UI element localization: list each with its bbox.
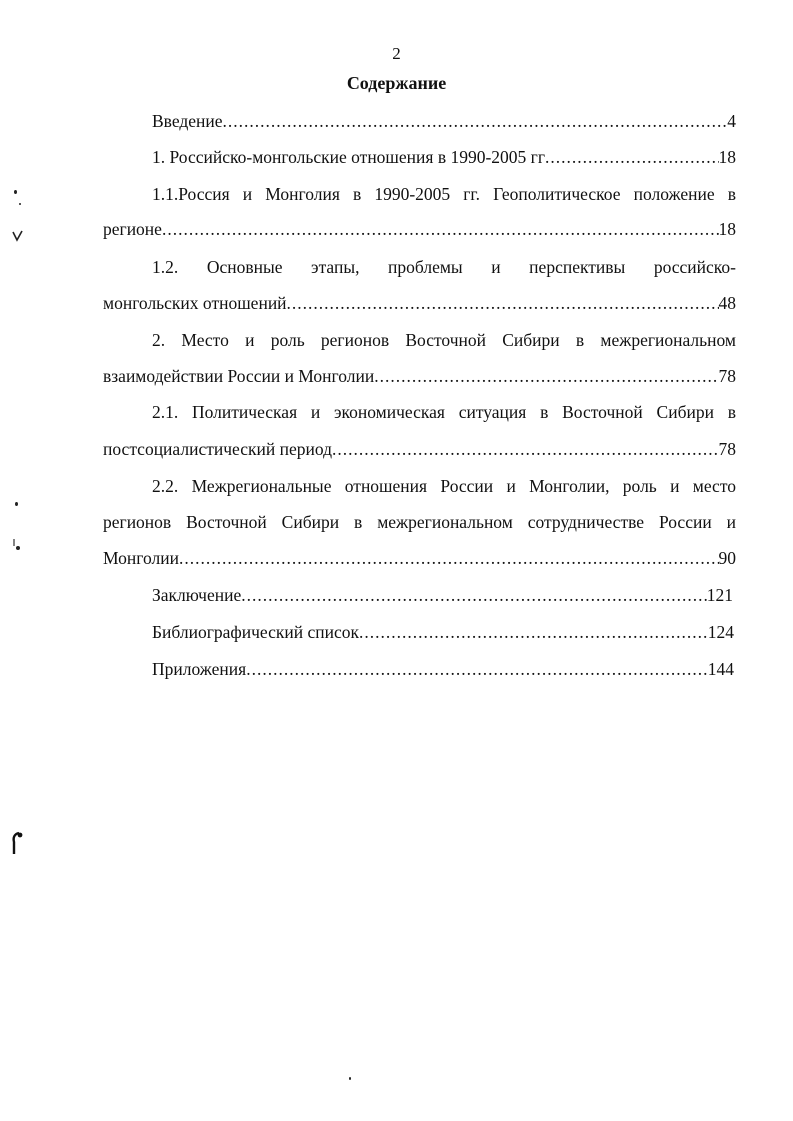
scan-speck (15, 502, 18, 506)
page-number: 2 (392, 44, 401, 63)
toc-entry-text: Библиографический список (152, 622, 360, 642)
scan-mark (10, 830, 24, 856)
toc-leader-dots (359, 621, 708, 643)
toc-entry-page: 124 (707, 622, 734, 642)
toc-entry-section-2-2-line3 (103, 547, 736, 569)
toc-leader-dots (241, 584, 707, 606)
toc-entry-page: 78 (718, 366, 736, 386)
toc-entry-text: Монголии (103, 548, 179, 568)
toc-leader-dots (246, 658, 708, 680)
toc-leader-dots (332, 438, 718, 460)
toc-entry-section-2-1-line2 (103, 438, 736, 460)
toc-entry-page: 78 (718, 439, 736, 459)
toc-leader-dots (545, 146, 718, 168)
toc-entry-text: 1. Российско-монгольские отношения в 1990-2005 гг (152, 147, 546, 167)
toc-entry-chapter-1 (103, 146, 736, 168)
toc-entry-text: постсоциалистический период (103, 439, 333, 459)
toc-entry-text: монгольских отношений (103, 293, 287, 313)
page-title: Содержание (346, 73, 447, 93)
toc-entry-text: регионе (103, 219, 162, 239)
scan-speck (19, 203, 21, 205)
toc-entry-page: 18 (718, 147, 736, 167)
toc-entry-page: 48 (718, 293, 736, 313)
toc-entry-section-2-2-line1: 2.2. Межрегиональные отношения России и Монголии, роль и место (152, 476, 736, 496)
toc-leader-dots (287, 292, 719, 314)
toc-entry-section-1-1-line2 (103, 218, 736, 240)
toc-leader-dots (374, 365, 718, 387)
toc-entry-text: взаимодействии России и Монголии (103, 366, 375, 386)
toc-leader-dots (223, 110, 728, 132)
toc-entry-section-1-2-line2 (103, 292, 736, 314)
toc-entry-text: Введение (152, 111, 223, 131)
toc-entry-conclusion (103, 584, 733, 606)
scan-mark (12, 230, 24, 242)
toc-entry-chapter-2-line2 (103, 365, 736, 387)
toc-entry-page: 90 (718, 548, 736, 568)
toc-entry-page: 4 (727, 111, 736, 131)
toc-entry-bibliography (103, 621, 734, 643)
toc-entry-section-1-2-line1: 1.2. Основные этапы, проблемы и перспективы российско- (152, 257, 736, 277)
toc-entry-section-2-2-line2: регионов Восточной Сибири в межрегиональном сотрудничестве России и (103, 512, 736, 532)
toc-leader-dots (162, 218, 719, 240)
toc-entry-chapter-2-line1: 2. Место и роль регионов Восточной Сибири в межрегиональном (152, 330, 736, 350)
toc-entry-page: 144 (707, 659, 734, 679)
scan-speck (14, 190, 17, 194)
toc-leader-dots (179, 547, 719, 569)
toc-entry-text: Заключение (152, 585, 242, 605)
scan-speck (349, 1077, 351, 1080)
toc-entry-section-2-1-line1: 2.1. Политическая и экономическая ситуация в Восточной Сибири в (152, 402, 736, 422)
toc-entry-page: 121 (706, 585, 733, 605)
toc-entry-section-1-1-line1: 1.1.Россия и Монголия в 1990-2005 гг. Геополитическое положение в (152, 184, 736, 204)
scan-mark (12, 538, 22, 552)
toc-entry-appendices (103, 658, 734, 680)
toc-entry-page: 18 (718, 219, 736, 239)
toc-entry-text: Приложения (152, 659, 247, 679)
toc-entry-intro (103, 110, 736, 132)
